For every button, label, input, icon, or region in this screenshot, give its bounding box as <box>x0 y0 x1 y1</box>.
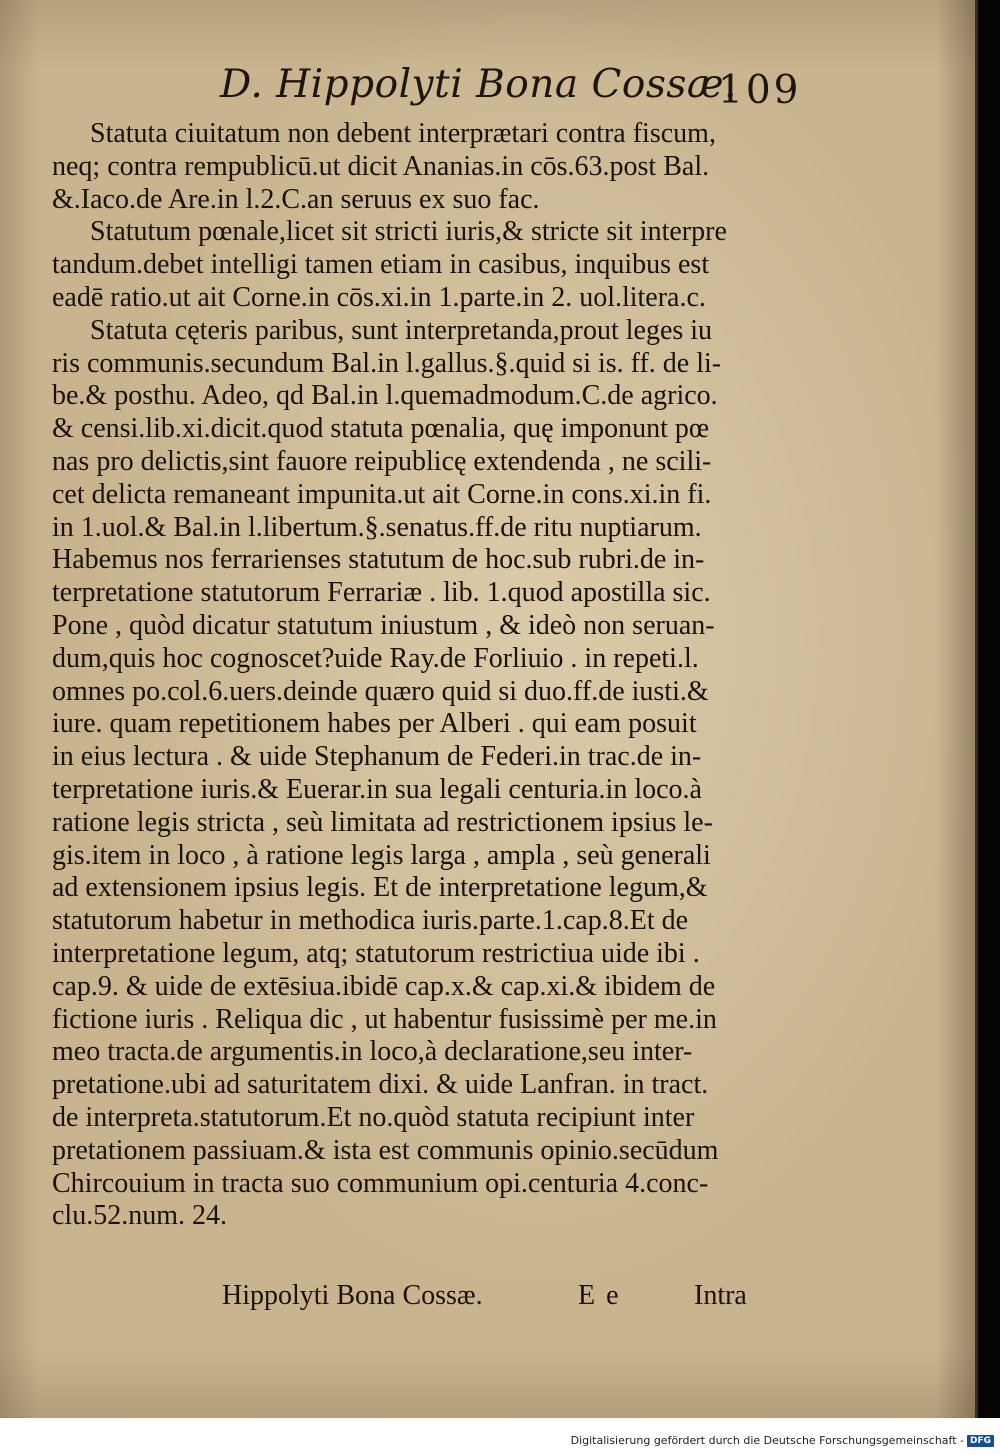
text-line: omnes po.col.6.uers.deinde quæro quid si duo.ff.de iusti.& <box>52 675 709 707</box>
footer-title: Hippolyti Bona Cossæ. <box>222 1280 483 1311</box>
text-line: meo tracta.de argumentis.in loco,à declaratione,seu inter- <box>52 1036 693 1068</box>
page-footer <box>0 1280 975 1316</box>
text-line: ris communis.secundum Bal.in l.gallus.§.quid si is. ff. de li- <box>52 347 722 379</box>
text-line: neq; contra rempublicū.ut dicit Ananias.in cōs.63.post Bal. <box>52 150 710 182</box>
text-line: terpretatione statutorum Ferrariæ . lib. 1.quod apostilla sic. <box>52 577 711 609</box>
text-line: ratione legis stricta , seù limitata ad restrictionem ipsius le- <box>52 806 713 838</box>
dfg-logo-icon: DFG <box>967 1435 994 1447</box>
text-line: interpretatione legum, atq; statutorum restrictiua uide ibi . <box>52 937 700 969</box>
text-line: be.& posthu. Adeo, qd Bal.in l.quemadmodum.C.de agrico. <box>52 380 718 412</box>
text-line: Habemus nos ferrarienses statutum de hoc.sub rubri.de in- <box>52 544 705 576</box>
text-line: Chircouium in tracta suo communium opi.centuria 4.conc- <box>52 1167 709 1199</box>
text-line: Pone , quòd dicatur statutum iniustum , & ideò non seruan- <box>52 609 715 641</box>
text-line: pretationem passiuam.& ista est communis opinio.secūdum <box>52 1134 719 1166</box>
text-line: de interpreta.statutorum.Et no.quòd statuta recipiunt inter <box>52 1101 695 1133</box>
text-line: in 1.uol.& Bal.in l.libertum.§.senatus.ff.de ritu nuptiarum. <box>52 511 702 543</box>
text-line: Statuta ciuitatum non debent interprætari contra fiscum, <box>90 118 716 149</box>
text-line: ad extensionem ipsius legis. Et de interpretatione legum,& <box>52 872 708 904</box>
body-text <box>52 118 832 1233</box>
text-line: eadē ratio.ut ait Corne.in cōs.xi.in 1.parte.in 2. uol.litera.c. <box>52 281 706 313</box>
text-line: & censi.lib.xi.dicit.quod statuta pœnalia, quę imponunt pœ <box>52 413 710 445</box>
text-line: Statutum pœnale,licet sit stricti iuris,& stricte sit interpre <box>90 216 727 248</box>
text-line: clu.52.num. 24. <box>52 1200 227 1232</box>
text-line: iure. quam repetitionem habes per Alberi . qui eam posuit <box>52 708 697 740</box>
text-line: &.Iaco.de Are.in l.2.C.an seruus ex suo fac. <box>52 183 540 215</box>
text-line: terpretatione iuris.& Euerar.in sua legali centuria.in loco.à <box>52 773 702 805</box>
scan-border-right <box>978 0 1000 1418</box>
digitization-credit <box>571 1434 994 1447</box>
running-head: D. Hippolyti Bona Cossæ. <box>220 62 737 107</box>
signature-mark: E e <box>578 1280 621 1311</box>
text-line: statutorum habetur in methodica iuris.parte.1.cap.8.Et de <box>52 905 689 937</box>
text-line: gis.item in loco , à ratione legis larga , ampla , seù generali <box>52 839 711 871</box>
text-line: cap.9. & uide de extēsiua.ibidē cap.x.& cap.xi.& ibidem de <box>52 970 716 1002</box>
text-line: cet delicta remaneant impunita.ut ait Corne.in cons.xi.in fi. <box>52 478 712 510</box>
text-line: dum,quis hoc cognoscet?uide Ray.de Forliuio . in repeti.l. <box>52 642 699 674</box>
text-line: fictione iuris . Reliqua dic , ut habentur fusissimè per me.in <box>52 1003 717 1035</box>
text-line: Statuta cęteris paribus, sunt interpretanda,prout leges iu <box>90 314 713 346</box>
text-line: pretatione.ubi ad saturitatem dixi. & uide Lanfran. in tract. <box>52 1069 709 1101</box>
credit-text: Digitalisierung gefördert durch die Deutsche Forschungsgemeinschaft - <box>570 1434 964 1447</box>
text-line: tandum.debet intelligi tamen etiam in casibus, inquibus est <box>52 249 710 281</box>
page-number: 109 <box>718 68 802 113</box>
text-line: nas pro delictis,sint fauore reipublicę extendenda , ne scili- <box>52 445 712 477</box>
text-line: in eius lectura . & uide Stephanum de Federi.in trac.de in- <box>52 741 702 773</box>
catchword: Intra <box>694 1280 747 1311</box>
